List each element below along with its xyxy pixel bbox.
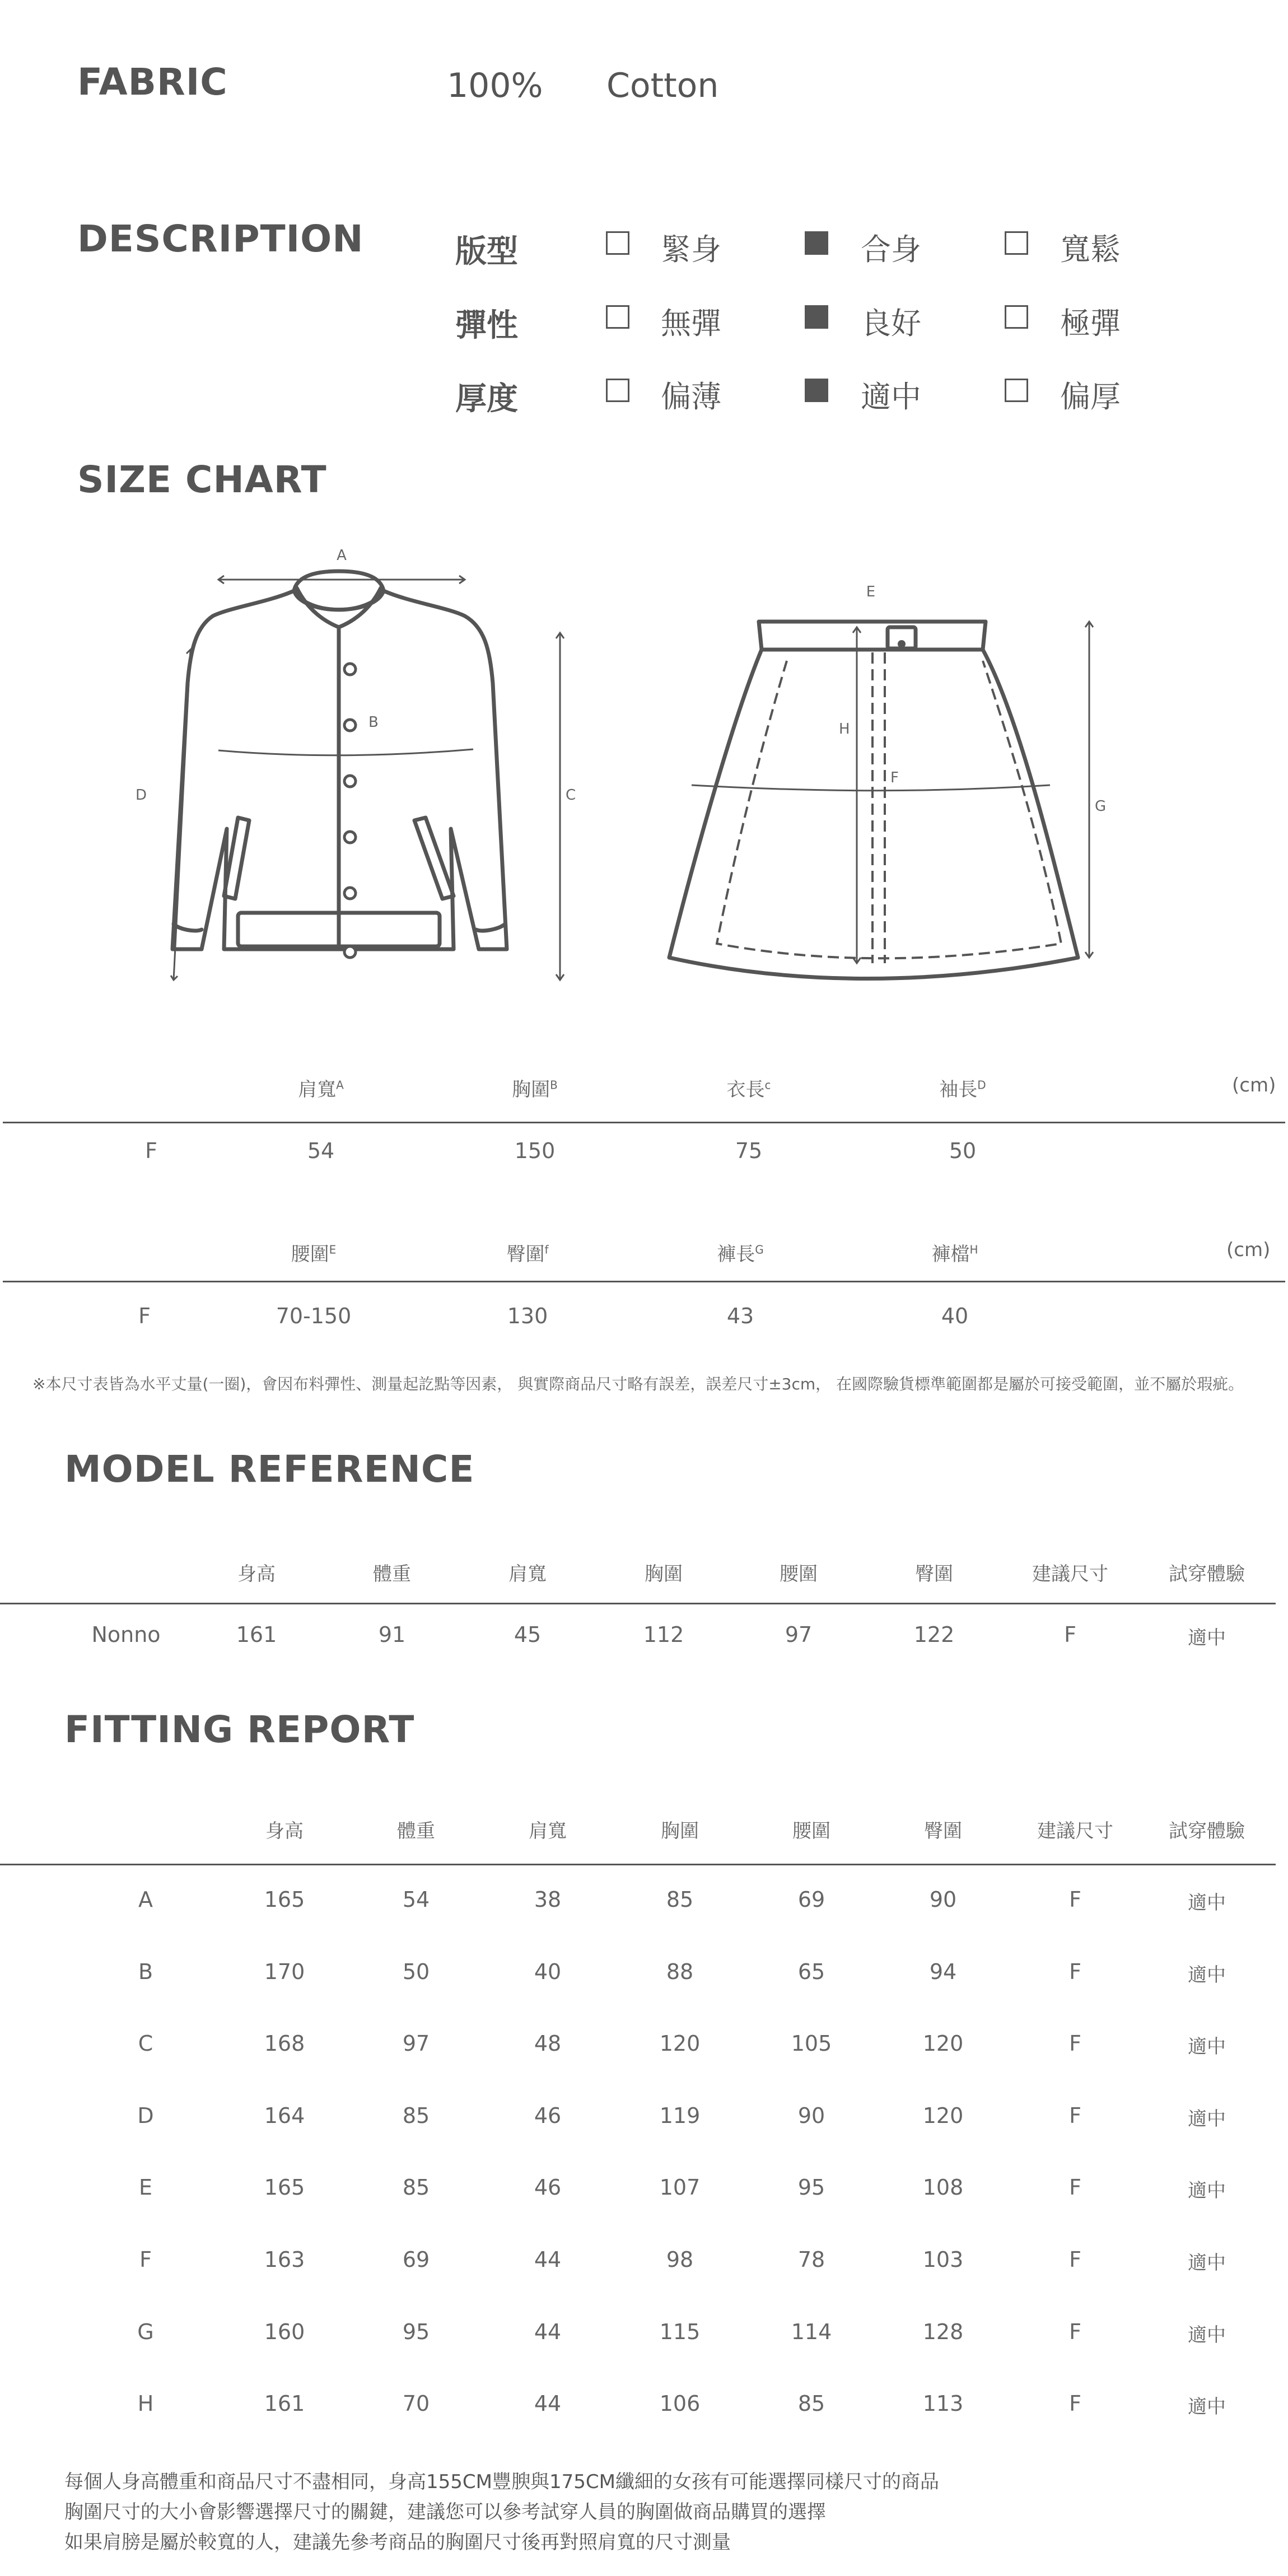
fitting-cell: 適中 [1188,2036,1226,2059]
fitting-cell: 70 [402,2391,430,2416]
fitting-header: 腰圍 [792,1820,830,1842]
fitting-cell: 69 [402,2247,430,2272]
fitting-cell: 適中 [1188,2396,1226,2419]
fitting-cell: 85 [402,2103,430,2128]
size-cell: 130 [507,1304,548,1328]
fitting-cell: 128 [922,2319,964,2344]
fitting-cell: F [1069,2175,1081,2200]
fitting-row-name: A [138,1887,153,1912]
footer-line: 胸圍尺寸的大小會影響選擇尺寸的關鍵，建議您可以參考試穿人員的胸圍做商品購買的選擇 [64,2501,826,2523]
fitting-cell: F [1069,1887,1081,1912]
fitting-cell: 44 [534,2319,562,2344]
model-table-rule [0,1603,1276,1604]
fitting-cell: 38 [534,1887,562,1912]
fitting-cell: 適中 [1188,1963,1226,1986]
size-header-sup: G [755,1243,764,1257]
size-header-sup: f [544,1243,549,1257]
description-option: 合身 [861,232,921,267]
model-cell: 45 [514,1622,542,1647]
fitting-cell: 適中 [1188,2107,1226,2130]
fitting-cell: F [1069,2391,1081,2416]
fitting-row-name: F [139,2247,152,2272]
size-cell: 75 [735,1138,763,1163]
size-chart-title: SIZE CHART [77,458,327,501]
fitting-cell: 適中 [1188,2252,1226,2274]
size-header-text: 腰圍 [291,1243,329,1266]
description-row-label: 厚度 [455,381,518,417]
model-header: 建議尺寸 [1032,1563,1108,1585]
label-d: D [136,787,147,804]
fitting-header: 胸圍 [661,1820,699,1842]
fitting-cell: 46 [534,2103,562,2128]
size-cell: 54 [307,1138,335,1163]
size-note: ※本尺寸表皆為水平丈量(一圈)，會因布料彈性、測量起訖點等因素， 與實際商品尺寸略有誤差，誤差尺寸±3cm， 在國際驗貨標準範圍都是屬於可接受範圍，並不屬於瑕疵。 [32,1375,1244,1393]
fitting-cell: 160 [264,2319,305,2344]
fitting-cell: 46 [534,2175,562,2200]
fabric-title: FABRIC [77,60,228,104]
description-option: 寬鬆 [1060,232,1121,267]
footer-line: 如果肩膀是屬於較寬的人，建議先參考商品的胸圍尺寸後再對照肩寬的尺寸測量 [64,2531,731,2554]
checkbox-checked [805,231,828,255]
fitting-header: 臀圍 [924,1820,962,1842]
footer-notes [64,2467,939,2558]
fitting-cell: 106 [659,2391,701,2416]
model-header: 臀圍 [915,1563,953,1585]
size-cell: 43 [726,1304,754,1328]
fitting-cell: 85 [797,2391,825,2416]
size-header [888,1239,1022,1266]
description-option: 偏厚 [1060,379,1121,414]
size-header-text: 褲檔 [931,1243,970,1266]
checkbox-unchecked [1005,379,1028,402]
model-header: 腰圍 [780,1563,818,1585]
size-header [460,1239,595,1266]
model-name: Nonno [91,1622,161,1647]
description-title: DESCRIPTION [77,217,364,260]
fitting-cell: 120 [659,2031,701,2056]
size-header [673,1239,808,1266]
fitting-cell: 105 [791,2031,832,2056]
fitting-cell: 165 [264,1887,305,1912]
fitting-row-name: E [138,2175,152,2200]
label-f: F [890,769,899,786]
fitting-cell: 90 [929,1887,957,1912]
fitting-report-title: FITTING REPORT [64,1708,415,1751]
size-row-label: F [145,1138,157,1163]
fitting-row-name: G [137,2319,154,2344]
fitting-cell: 170 [264,1959,305,1984]
model-header: 試穿體驗 [1169,1563,1245,1585]
fitting-cell: 78 [797,2247,825,2272]
model-header: 體重 [373,1563,411,1585]
fitting-cell: 114 [791,2319,832,2344]
description-option: 適中 [861,379,921,414]
fitting-cell: F [1069,1959,1081,1984]
size-header-sup: B [550,1078,558,1092]
model-reference-title: MODEL REFERENCE [64,1448,475,1491]
checkbox-unchecked [1005,305,1028,329]
fitting-cell: 168 [264,2031,305,2056]
fitting-cell: F [1069,2319,1081,2344]
fitting-header: 體重 [397,1820,435,1842]
model-header: 肩寬 [508,1563,547,1585]
fabric-percent: 100% [447,66,543,105]
size-header-sup: H [969,1243,978,1257]
size-header-text: 衣長 [726,1079,765,1101]
fitting-row-name: D [137,2103,154,2128]
model-cell: 適中 [1188,1627,1226,1649]
fitting-cell: 108 [922,2175,964,2200]
label-b: B [368,714,379,731]
unit-label: (cm) [1226,1239,1271,1261]
size-cell: 40 [941,1304,969,1328]
label-e: E [866,584,876,600]
fitting-cell: F [1069,2031,1081,2056]
fitting-cell: 44 [534,2247,562,2272]
size-header [895,1074,1030,1102]
model-cell: 97 [785,1622,813,1647]
description-option: 偏薄 [661,379,721,414]
skirt-diagram [655,577,1120,1002]
size-table-top-rule [3,1122,1285,1123]
description-row-label: 彈性 [455,307,518,344]
size-row-label: F [138,1304,151,1328]
checkbox-unchecked [606,305,629,329]
fitting-cell: 65 [797,1959,825,1984]
fitting-row-name: H [137,2391,154,2416]
size-header [468,1074,602,1102]
description-option: 良好 [861,306,921,341]
fitting-header: 試穿體驗 [1169,1820,1245,1842]
fitting-cell: 163 [264,2247,305,2272]
description-option: 極彈 [1060,306,1121,341]
fitting-cell: 98 [666,2247,694,2272]
size-header-sup: c [764,1078,771,1092]
model-header: 胸圍 [645,1563,683,1585]
checkbox-checked [805,305,828,329]
description-option: 無彈 [661,306,721,341]
fitting-header: 身高 [265,1820,304,1842]
fitting-cell: 50 [402,1959,430,1984]
fitting-cell: 113 [922,2391,964,2416]
size-header-sup: A [336,1078,344,1092]
fitting-cell: 44 [534,2391,562,2416]
fitting-cell: 90 [797,2103,825,2128]
model-cell: 122 [913,1622,955,1647]
fitting-cell: 120 [922,2031,964,2056]
checkbox-unchecked [606,379,629,402]
size-header-text: 胸圍 [512,1079,550,1101]
fitting-cell: 適中 [1188,2323,1226,2346]
fitting-cell: 164 [264,2103,305,2128]
fitting-cell: 115 [659,2319,701,2344]
model-header: 身高 [237,1563,276,1585]
label-g: G [1095,798,1107,815]
fitting-cell: 107 [659,2175,701,2200]
fitting-cell: 85 [402,2175,430,2200]
fitting-cell: 97 [402,2031,430,2056]
fitting-cell: 161 [264,2391,305,2416]
fitting-cell: 適中 [1188,2180,1226,2202]
fitting-cell: 119 [659,2103,701,2128]
checkbox-checked [805,379,828,402]
fitting-cell: 120 [922,2103,964,2128]
footer-line: 每個人身高體重和商品尺寸不盡相同，身高155CM豐腴與175CM纖細的女孩有可能選擇同樣尺寸的商品 [64,2471,939,2493]
unit-label: (cm) [1232,1074,1276,1096]
fitting-row-name: C [138,2031,153,2056]
size-header [246,1239,381,1266]
fitting-cell: 95 [797,2175,825,2200]
size-header-text: 袖長 [939,1079,978,1101]
fitting-cell: F [1069,2103,1081,2128]
fitting-cell: 165 [264,2175,305,2200]
fitting-cell: 94 [929,1959,957,1984]
fitting-cell: 54 [402,1887,430,1912]
jacket-diagram [129,538,588,1002]
checkbox-unchecked [606,231,629,255]
fitting-cell: 69 [797,1887,825,1912]
fitting-row-name: B [138,1959,153,1984]
description-row-label: 版型 [455,234,518,270]
size-header-sup: D [977,1078,986,1092]
fabric-material: Cotton [606,66,719,105]
size-header-text: 肩寬 [298,1079,337,1101]
fitting-header: 建議尺寸 [1037,1820,1113,1842]
fitting-cell: 40 [534,1959,562,1984]
size-cell: 70-150 [276,1304,352,1328]
size-header-sup: E [329,1243,337,1257]
model-cell: 161 [236,1622,277,1647]
model-cell: F [1064,1622,1076,1647]
size-header-text: 褲長 [717,1243,755,1266]
label-a: A [337,547,347,564]
fitting-cell: 適中 [1188,1892,1226,1914]
fitting-table-rule [0,1864,1276,1865]
fitting-cell: 95 [402,2319,430,2344]
fitting-cell: 48 [534,2031,562,2056]
label-h: H [839,721,850,738]
size-cell: 150 [514,1138,556,1163]
size-header [682,1074,816,1102]
description-option: 緊身 [661,232,721,267]
size-header [254,1074,388,1102]
size-header-text: 臀圍 [506,1243,545,1266]
fitting-cell: 85 [666,1887,694,1912]
fitting-cell: 88 [666,1959,694,1984]
fitting-cell: 103 [922,2247,964,2272]
fitting-cell: F [1069,2247,1081,2272]
size-cell: 50 [949,1138,977,1163]
checkbox-unchecked [1005,231,1028,255]
label-c: C [566,787,576,804]
fitting-header: 肩寬 [529,1820,567,1842]
size-table-bottom-rule [3,1281,1285,1282]
model-cell: 112 [643,1622,684,1647]
model-cell: 91 [378,1622,406,1647]
